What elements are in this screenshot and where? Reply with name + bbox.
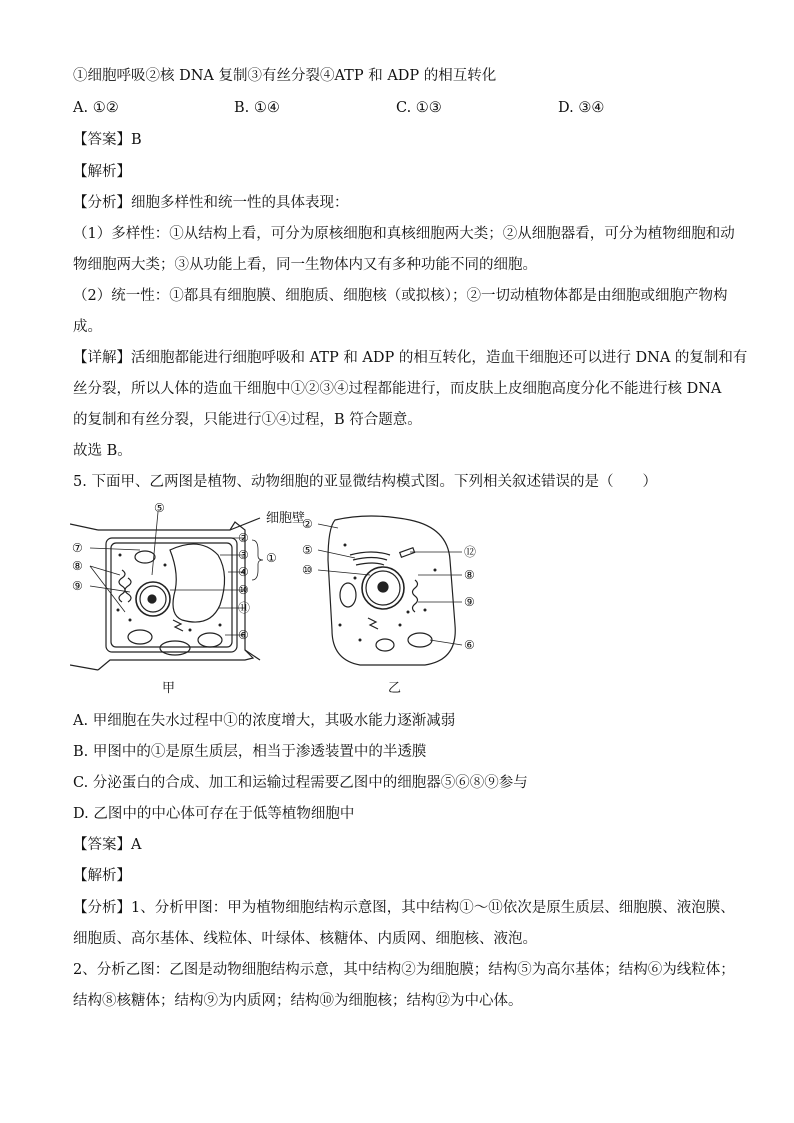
q4-answer: 【答案】B bbox=[73, 132, 142, 148]
animal-label-6: ⑥ bbox=[464, 638, 475, 652]
plant-label-7: ⑦ bbox=[72, 541, 83, 555]
q5-answer: 【答案】A bbox=[73, 837, 142, 853]
q5-option-b: B. 甲图中的①是原生质层，相当于渗透装置中的半透膜 bbox=[73, 744, 427, 760]
plant-label-1: ① bbox=[266, 551, 277, 565]
animal-label-2: ② bbox=[302, 517, 313, 531]
plant-label-2: ② bbox=[238, 531, 249, 545]
q5-analysis-line: 结构⑧核糖体；结构⑨为内质网；结构⑩为细胞核；结构⑫为中心体。 bbox=[73, 993, 523, 1009]
q5-option-d: D. 乙图中的中心体可存在于低等植物细胞中 bbox=[73, 806, 355, 822]
animal-label-12: ⑫ bbox=[464, 545, 477, 559]
q5-option-c: C. 分泌蛋白的合成、加工和运输过程需要乙图中的细胞器⑤⑥⑧⑨参与 bbox=[73, 775, 528, 791]
animal-cell-figure bbox=[328, 516, 455, 665]
q4-analysis-label: 【解析】 bbox=[73, 164, 131, 180]
q5-analysis-label: 【解析】 bbox=[73, 868, 131, 884]
plant-label-4: ④ bbox=[238, 565, 249, 579]
animal-cell-dots bbox=[339, 544, 437, 642]
plant-cell-figure bbox=[70, 518, 260, 670]
q5-analysis-line: 【分析】1、分析甲图：甲为植物细胞结构示意图，其中结构①～⑪依次是原生质层、细胞膜、液泡膜、 bbox=[73, 900, 735, 916]
q4-analysis-line: 故选 B。 bbox=[73, 443, 132, 459]
plant-label-10: ⑩ bbox=[238, 583, 249, 597]
q4-option-b: B. ①④ bbox=[234, 100, 280, 116]
animal-label-10: ⑩ bbox=[302, 563, 313, 577]
q5-option-a: A. 甲细胞在失水过程中①的浓度增大，其吸水能力逐渐减弱 bbox=[73, 713, 456, 729]
plant-label-8: ⑧ bbox=[72, 559, 83, 573]
animal-label-9: ⑨ bbox=[464, 595, 475, 609]
q4-option-c: C. ①③ bbox=[396, 100, 442, 116]
q4-analysis-line: 的复制和有丝分裂，只能进行①④过程，B 符合题意。 bbox=[73, 412, 422, 428]
q4-analysis-line: （1）多样性：①从结构上看，可分为原核细胞和真核细胞两大类；②从细胞器看，可分为植物细胞和动 bbox=[73, 226, 735, 242]
q4-stem: ①细胞呼吸②核 DNA 复制③有丝分裂④ATP 和 ADP 的相互转化 bbox=[73, 68, 497, 84]
animal-label-8: ⑧ bbox=[464, 568, 475, 582]
cell-structure-diagram bbox=[70, 500, 490, 700]
q4-option-a: A. ①② bbox=[73, 100, 119, 116]
plant-label-5: ⑤ bbox=[154, 501, 165, 515]
q4-option-d: D. ③④ bbox=[558, 100, 605, 116]
plant-label-3: ③ bbox=[238, 548, 249, 562]
q4-analysis-line: （2）统一性：①都具有细胞膜、细胞质、细胞核（或拟核）；②一切动植物体都是由细胞或细胞产物构 bbox=[73, 288, 728, 304]
q5-analysis-line: 2、分析乙图：乙图是动物细胞结构示意，其中结构②为细胞膜；结构⑤为高尔基体；结构⑥为线粒体； bbox=[73, 962, 735, 978]
plant-label-6: ⑥ bbox=[238, 628, 249, 642]
q5-analysis-line: 细胞质、高尔基体、线粒体、叶绿体、核糖体、内质网、细胞核、液泡。 bbox=[73, 931, 537, 947]
animal-caption: 乙 bbox=[388, 681, 402, 696]
q4-analysis-line: 成。 bbox=[73, 319, 102, 335]
q5-stem: 5. 下面甲、乙两图是植物、动物细胞的亚显微结构模式图。下列相关叙述错误的是（ ） bbox=[73, 474, 657, 490]
q4-analysis-line: 物细胞两大类；③从功能上看，同一生物体内又有多种功能不同的细胞。 bbox=[73, 257, 537, 273]
q4-analysis-line: 【详解】活细胞都能进行细胞呼吸和 ATP 和 ADP 的相互转化，造血干细胞还可以进行 DNA 的复制和有 bbox=[73, 350, 748, 366]
animal-label-5: ⑤ bbox=[302, 543, 313, 557]
plant-caption: 甲 bbox=[162, 681, 176, 696]
animal-cell-leader-lines bbox=[318, 524, 462, 645]
plant-label-11: ⑪ bbox=[238, 601, 251, 615]
q4-analysis-line: 丝分裂，所以人体的造血干细胞中①②③④过程都能进行，而皮肤上皮细胞高度分化不能进行核 DNA bbox=[73, 381, 722, 397]
q4-analysis-line: 【分析】细胞多样性和统一性的具体表现： bbox=[73, 195, 349, 211]
cell-wall-label: 细胞壁 bbox=[266, 511, 306, 526]
plant-label-9: ⑨ bbox=[72, 579, 83, 593]
